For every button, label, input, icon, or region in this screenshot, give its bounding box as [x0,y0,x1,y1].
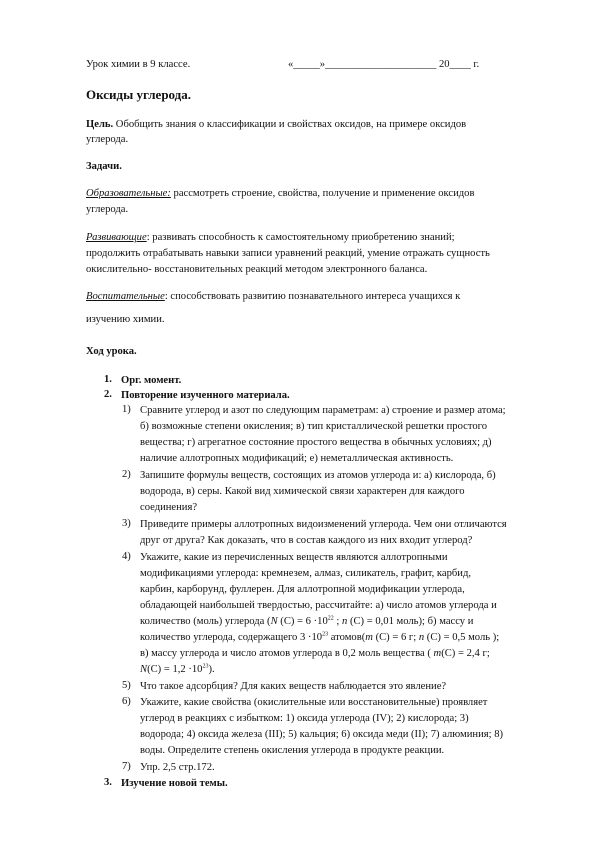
formula-exponent: 23 [202,663,209,670]
section-number: 3. [104,777,112,788]
formula-text: (C) = 2,4 г; [441,648,490,659]
developing-label: Развивающие [86,232,147,243]
formula-line-2 [140,631,499,644]
formula-symbol: m [433,648,442,659]
formula-exponent: 22 [327,615,334,622]
list-item-line: Укажите, какие свойства (окислительные или восстановительные) проявляет [140,697,488,708]
formula-symbol: N [270,616,278,627]
list-item-number: 1) [122,404,131,415]
section-title: Изучение новой темы. [121,778,228,789]
list-item-number: 4) [122,551,131,562]
formula-text: атомов( [328,632,366,643]
list-item-number: 2) [122,469,131,480]
developing-line-3: окислительно- восстановительных реакций методом электронного баланса. [86,264,428,275]
formula-text: ; [333,616,342,627]
formula-text: (C) = 1,2 ·10 [147,664,203,675]
educational-line-2: углерода. [86,204,129,215]
list-item-line: соединения? [140,502,198,513]
formula-text: количество (моль) углерода ( [140,616,271,627]
list-item-line: Что такое адсорбция? Для каких веществ наблюдается это явление? [140,681,447,692]
list-item-number: 6) [122,696,131,707]
formula-exponent: 23 [322,631,329,638]
page-title: Оксиды углерода. [86,87,192,102]
formula-text: (C) = 0,5 моль ); [424,632,500,643]
course-label: Ход урока. [86,346,137,357]
list-item-line: углерод в реакциях с избытком: 1) оксида углерода (IV); 2) кислорода; 3) [140,713,469,724]
educational-text-1: рассмотреть строение, свойства, получение и применение оксидов [170,188,475,199]
list-item-line: Приведите примеры аллотропных видоизменений углерода. Чем они отличаются [140,519,507,530]
list-item-number: 7) [122,761,131,772]
upbringing-line-1 [86,290,460,303]
list-item-line: друг от друга? Как доказать, что в состав каждого из них входит углерод? [140,535,473,546]
list-item-line: вещества; г) агрегатное состояние простого вещества в обычных условиях; д) [140,437,492,448]
section-title: Орг. момент. [121,375,182,386]
tasks-label: Задачи. [86,161,122,172]
list-item-number: 3) [122,518,131,529]
list-item-line: воды. Определите степень окисления углерода в продукте реакции. [140,745,445,756]
goal-line-1 [86,118,466,131]
header-date: «_____»_____________________ 20____ г. [288,59,480,70]
developing-line-2: продолжить отрабатывать навыки записи уравнений реакций, умение отражать сущность [86,248,490,259]
list-item-line: водорода; 4) оксида железа (III); 5) кальция; 6) оксида меди (II); 7) алюминия; 8) [140,729,504,740]
upbringing-label: Воспитательные [86,291,165,302]
upbringing-line-2: изучению химии. [86,314,165,325]
list-item-line: модификациями углерода: кремнезем, алмаз, силикатель, графит, карбид, [140,568,471,579]
upbringing-text-1: : способствовать развитию познавательного интереса учащихся к [164,291,461,302]
developing-text-1: : развивать способность к самостоятельному приобретению знаний; [146,232,455,243]
goal-line-2: углерода. [86,134,129,145]
list-item-line: обладающей наибольшей твердостью, рассчитайте: а) число атомов углерода и [140,600,497,611]
formula-line-3 [140,647,490,660]
goal-label: Цель. [86,119,114,130]
list-item-line: карбин, карборунд, фуллерен. Для аллотропной модификации углерода, [140,584,465,595]
goal-text-1: Обобщить знания о классификации и свойствах оксидов, на примере оксидов [113,119,467,130]
list-item-line: б) возможные степени окисления; в) тип кристаллической решетки простого [140,421,487,432]
formula-line-4 [140,663,215,676]
section-number: 1. [104,374,112,385]
list-item-line: Упр. 2,5 стр.172. [140,762,215,773]
formula-text: (C) = 6 г; [372,632,419,643]
formula-line-1 [140,615,473,628]
developing-line-1 [86,231,455,244]
formula-symbol: n [342,616,348,627]
section-title: Повторение изученного материала. [121,390,290,401]
list-item-line: водорода, в) серы. Какой вид химической связи характерен для каждого [140,486,465,497]
formula-text: (C) = 0,01 моль); б) массу и [347,616,474,627]
section-number: 2. [104,389,112,400]
formula-text: количество углерода, содержащего 3 ·10 [140,632,323,643]
educational-line-1 [86,187,474,200]
formula-symbol: m [365,632,373,643]
formula-symbol: N [140,664,148,675]
formula-text: в) массу углерода и число атомов углерода в 0,2 моль вещества ( [140,648,434,659]
list-item-line: наличие аллотропных модификаций; е) неметаллическая активность. [140,453,454,464]
formula-symbol: n [418,632,425,643]
list-item-number: 5) [122,680,131,691]
header-lesson: Урок химии в 9 классе. [86,59,191,70]
educational-label: Образовательные: [86,188,171,199]
formula-text: (C) = 6 ·10 [277,616,328,627]
list-item-line: Запишите формулы веществ, состоящих из атомов углерода и: а) кислорода, б) [140,470,496,481]
list-item-line: Сравните углерод и азот по следующим параметрам: а) строение и размер атома; [140,405,506,416]
formula-text: ). [208,664,215,675]
list-item-line: Укажите, какие из перечисленных веществ являются аллотропными [140,552,448,563]
